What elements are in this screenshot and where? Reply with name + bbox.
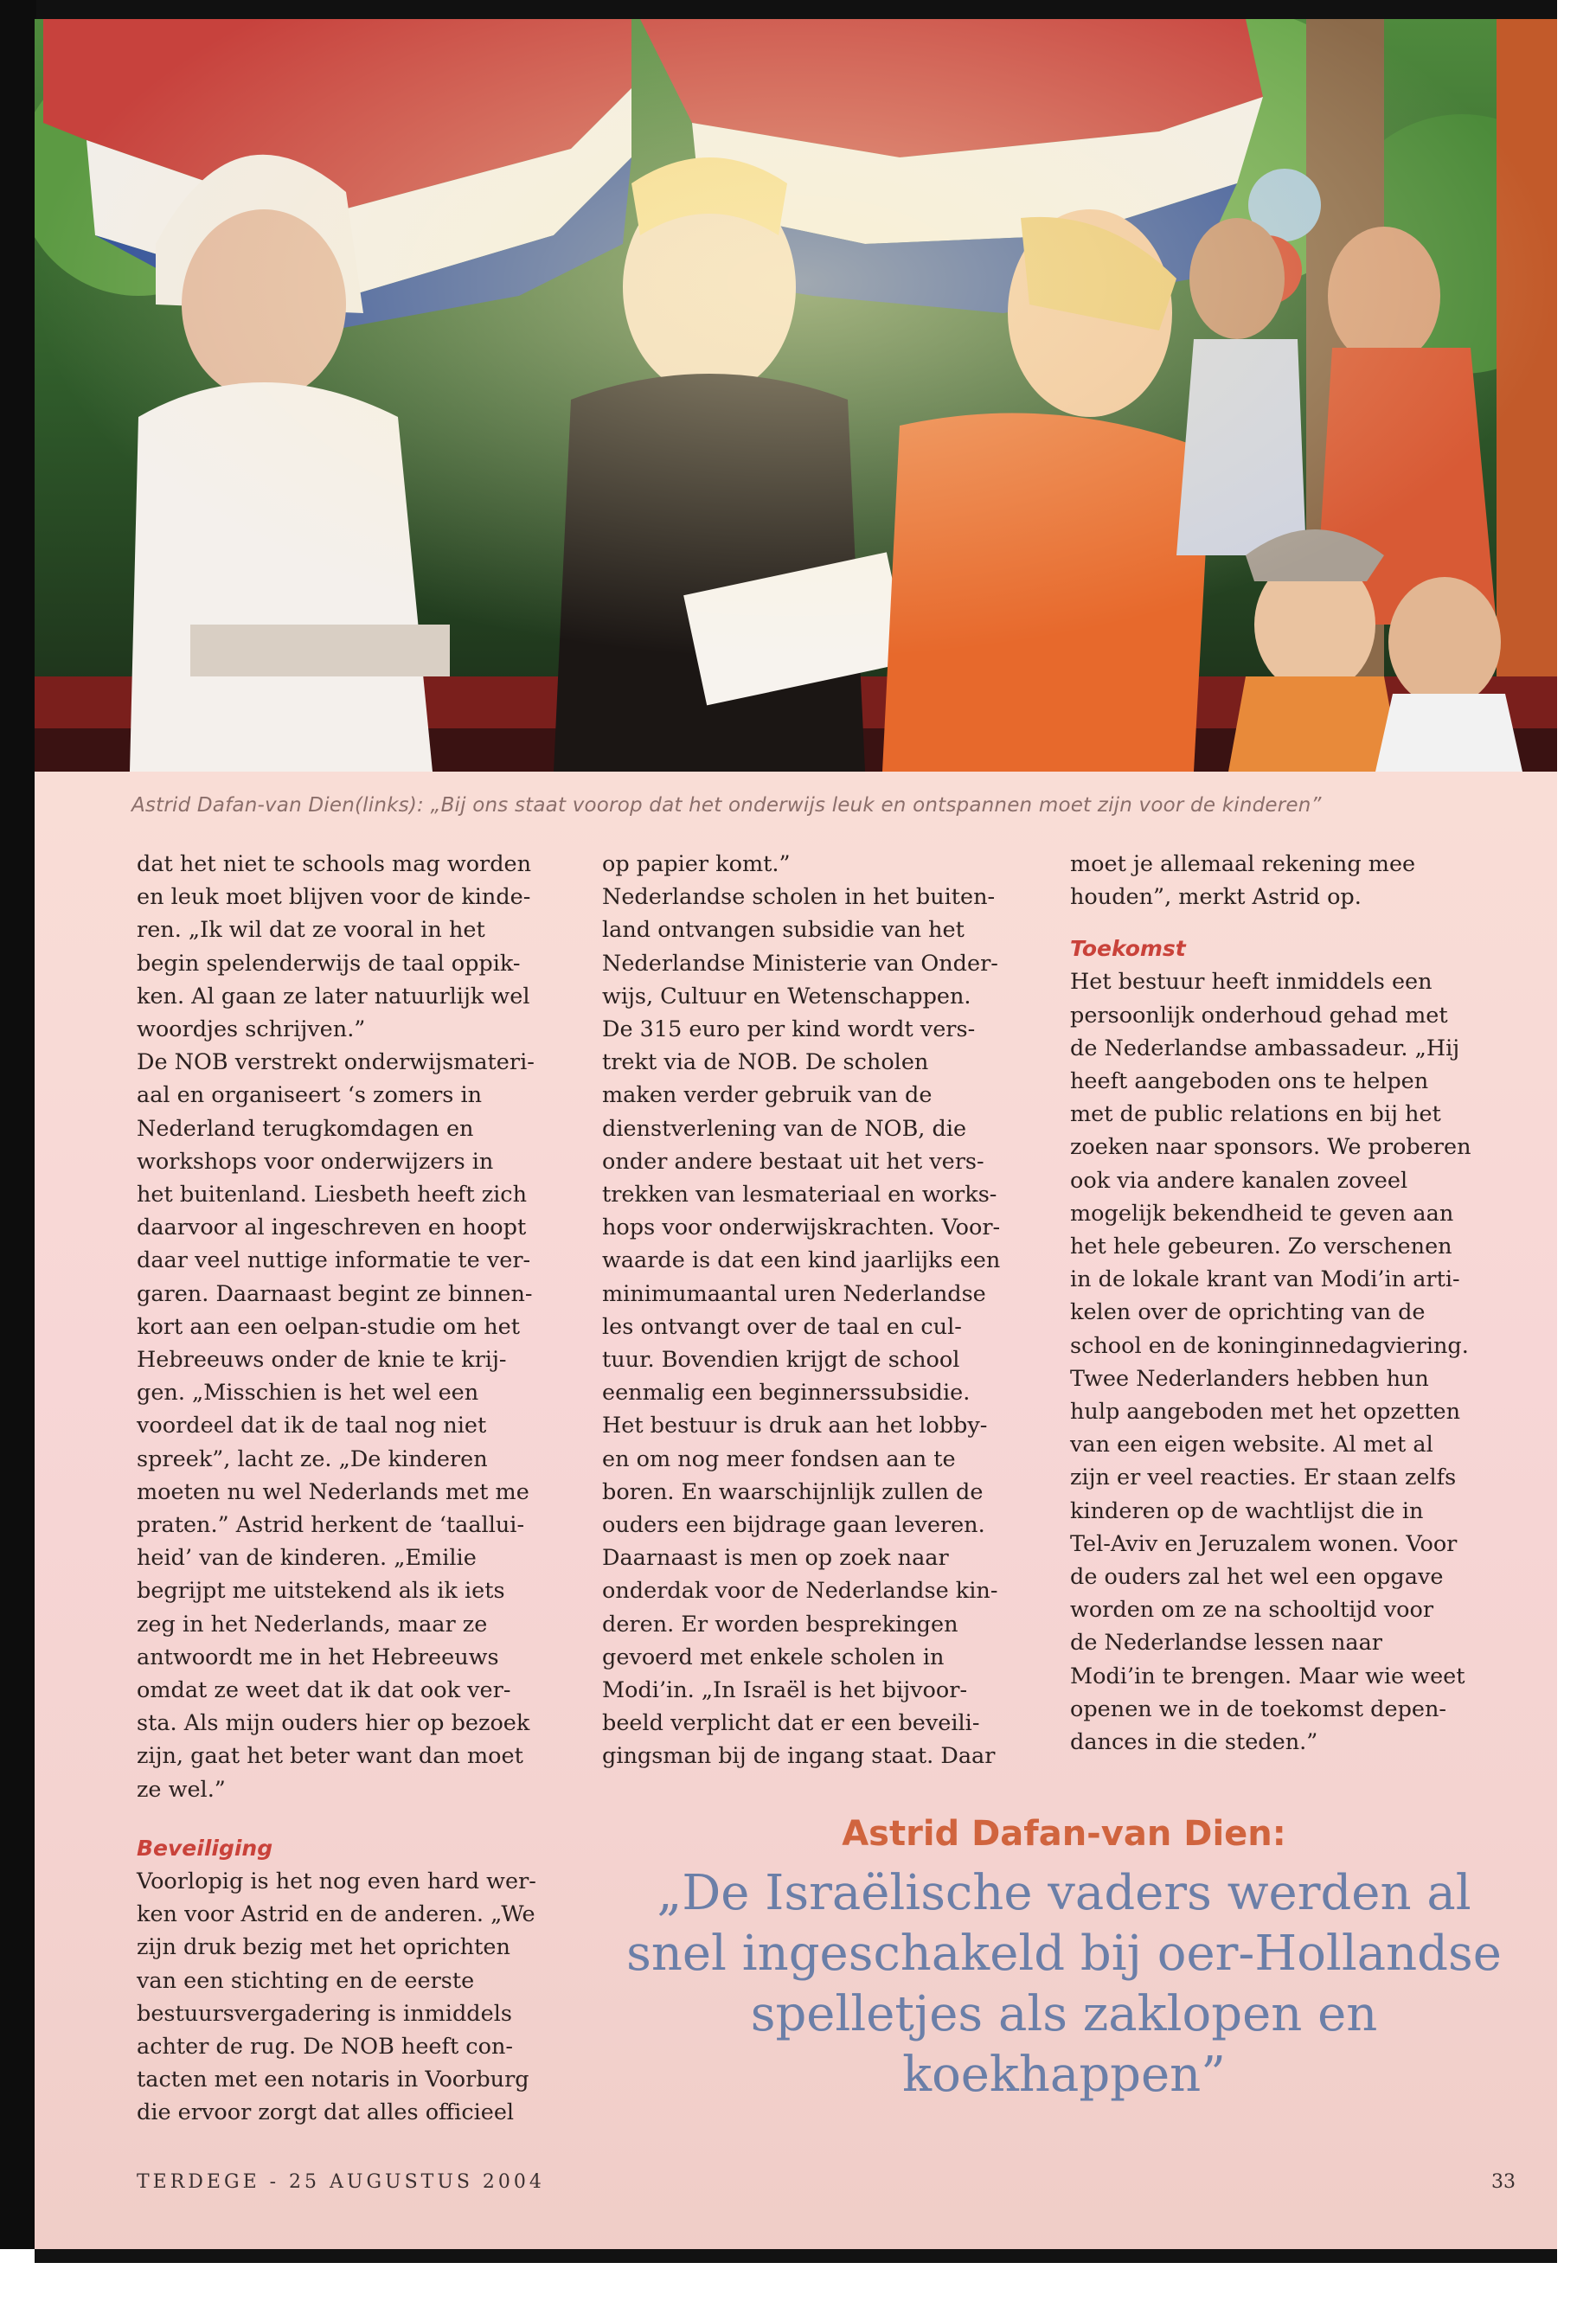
- text-line: onder andere bestaat uit het vers-: [602, 1148, 984, 1175]
- text-line: bestuursvergadering is inmiddels: [137, 2000, 512, 2027]
- text-line: gen. „Misschien is het wel een: [137, 1380, 479, 1407]
- scan-border-bottom-line: [35, 2249, 1557, 2263]
- text-line: woordjes schrijven.”: [137, 1016, 366, 1043]
- article-column-2: [602, 848, 1052, 1773]
- photo-illustration: [35, 19, 1557, 772]
- text-line: maken verder gebruik van de: [602, 1082, 933, 1109]
- text-line: met de public relations en bij het: [1070, 1101, 1441, 1128]
- text-line: aal en organiseert ‘s zomers in: [137, 1082, 483, 1109]
- text-line: ken voor Astrid en de anderen. „We: [137, 1901, 535, 1928]
- pull-quote-line: snel ingeschakeld bij oer-Hollandse: [626, 1926, 1502, 1982]
- text-line: antwoordt me in het Hebreeuws: [137, 1644, 499, 1670]
- text-line: houden”, merkt Astrid op.: [1070, 884, 1362, 911]
- text-line: die ervoor zorgt dat alles officieel: [137, 2099, 515, 2126]
- subhead-beveiliging: Beveiliging: [137, 1835, 273, 1861]
- text-line: en leuk moet blijven voor de kinde-: [137, 884, 531, 911]
- text-line: Hebreeuws onder de knie te krij-: [137, 1347, 507, 1374]
- text-line: Het bestuur heeft inmiddels een: [1070, 969, 1433, 996]
- text-line: van een eigen website. Al met al: [1070, 1432, 1433, 1458]
- photo-caption: Astrid Dafan-van Dien(links): „Bij ons staat voorop dat het onderwijs leuk en ontspannen moet zijn voor de kinderen”: [131, 794, 1322, 817]
- text-line: de ouders zal het wel een opgave: [1070, 1564, 1444, 1591]
- text-line: openen we in de toekomst depen-: [1070, 1695, 1447, 1722]
- page-number: 33: [1491, 2171, 1516, 2193]
- text-line: mogelijk bekendheid te geven aan: [1070, 1200, 1454, 1227]
- text-line: Modi’in. „In Israël is het bijvoor-: [602, 1677, 968, 1704]
- text-line: ren. „Ik wil dat ze vooral in het: [137, 917, 485, 944]
- text-line: les ontvangt over de taal en cul-: [602, 1313, 962, 1340]
- text-line: Nederlandse Ministerie van Onder-: [602, 950, 998, 977]
- text-line: hops voor onderwijskrachten. Voor-: [602, 1215, 1001, 1241]
- text-line: ouders een bijdrage gaan leveren.: [602, 1512, 985, 1539]
- text-line: daar veel nuttige informatie te ver-: [137, 1247, 531, 1274]
- text-line: worden om ze na schooltijd voor: [1070, 1597, 1434, 1624]
- text-line: Tel-Aviv en Jeruzalem wonen. Voor: [1070, 1530, 1458, 1557]
- text-line: garen. Daarnaast begint ze binnen-: [137, 1280, 533, 1307]
- scan-border-top: [0, 0, 1596, 21]
- pull-quote-line: spelletjes als zaklopen en: [750, 1986, 1378, 2042]
- text-line: deren. Er worden besprekingen: [602, 1611, 958, 1638]
- text-line: het hele gebeuren. Zo verschenen: [1070, 1234, 1452, 1260]
- text-line: onderdak voor de Nederlandse kin-: [602, 1578, 998, 1605]
- article-photo: [35, 19, 1557, 772]
- text-line: eenmalig een beginnerssubsidie.: [602, 1380, 971, 1407]
- text-line: Nederland terugkomdagen en: [137, 1115, 474, 1142]
- pull-quote: [588, 1810, 1540, 2106]
- text-line: zijn druk bezig met het oprichten: [137, 1934, 510, 1961]
- magazine-page: [35, 19, 1557, 2268]
- article-column-1: [137, 848, 586, 2130]
- text-line: Modi’in te brengen. Maar wie weet: [1070, 1663, 1465, 1689]
- scan-border-right: [1557, 0, 1596, 2301]
- text-line: minimumaantal uren Nederlandse: [602, 1280, 986, 1307]
- text-line: en om nog meer fondsen aan te: [602, 1445, 956, 1472]
- text-line: workshops voor onderwijzers in: [137, 1148, 494, 1175]
- text-line: van een stichting en de eerste: [137, 1967, 475, 1994]
- text-line: praten.” Astrid herkent de ‘taallui-: [137, 1512, 525, 1539]
- text-line: hulp aangeboden met het opzetten: [1070, 1399, 1460, 1426]
- text-line: in de lokale krant van Modi’in arti-: [1070, 1266, 1460, 1293]
- text-line: land ontvangen subsidie van het: [602, 917, 965, 944]
- text-line: wijs, Cultuur en Wetenschappen.: [602, 983, 971, 1009]
- text-line: zeg in het Nederlands, maar ze: [137, 1611, 488, 1638]
- text-line: de Nederlandse lessen naar: [1070, 1630, 1382, 1657]
- text-line: ook via andere kanalen zoveel: [1070, 1167, 1408, 1194]
- text-line: tuur. Bovendien krijgt de school: [602, 1347, 960, 1374]
- text-line: achter de rug. De NOB heeft con-: [137, 2033, 513, 2060]
- text-line: boren. En waarschijnlijk zullen de: [602, 1478, 984, 1505]
- text-line: ken. Al gaan ze later natuurlijk wel: [137, 983, 530, 1009]
- text-line: op papier komt.”: [602, 851, 791, 877]
- pull-quote-line: „De Israëlische vaders werden al: [657, 1865, 1471, 1921]
- column-1-body: [137, 848, 586, 1806]
- text-line: heeft aangeboden ons te helpen: [1070, 1068, 1429, 1095]
- text-line: begin spelenderwijs de taal oppik-: [137, 950, 521, 977]
- text-line: zijn er veel reacties. Er staan zelfs: [1070, 1465, 1457, 1491]
- text-line: het buitenland. Liesbeth heeft zich: [137, 1182, 527, 1208]
- text-line: begrijpt me uitstekend als ik iets: [137, 1578, 505, 1605]
- scan-border-left: [0, 0, 36, 2301]
- text-line: dat het niet te schools mag worden: [137, 851, 532, 877]
- text-line: kinderen op de wachtlijst die in: [1070, 1497, 1424, 1524]
- text-line: heid’ van de kinderen. „Emilie: [137, 1545, 477, 1572]
- text-line: voordeel dat ik de taal nog niet: [137, 1413, 487, 1439]
- text-line: tacten met een notaris in Voorburg: [137, 2067, 529, 2093]
- text-line: persoonlijk onderhoud gehad met: [1070, 1002, 1448, 1029]
- text-line: kelen over de oprichting van de: [1070, 1299, 1426, 1326]
- pull-quote-line: koekhappen”: [902, 2047, 1226, 2103]
- text-line: waarde is dat een kind jaarlijks een: [602, 1247, 1001, 1274]
- text-line: Nederlandse scholen in het buiten-: [602, 884, 996, 911]
- text-line: de Nederlandse ambassadeur. „Hij: [1070, 1035, 1460, 1061]
- text-line: De 315 euro per kind wordt vers-: [602, 1016, 976, 1043]
- text-line: spreek”, lacht ze. „De kinderen: [137, 1445, 488, 1472]
- text-line: sta. Als mijn ouders hier op bezoek: [137, 1710, 530, 1737]
- text-line: Daarnaast is men op zoek naar: [602, 1545, 949, 1572]
- text-line: Voorlopig is het nog even hard wer-: [137, 1868, 536, 1894]
- text-line: gingsman bij de ingang staat. Daar: [602, 1743, 996, 1770]
- text-line: zoeken naar sponsors. We proberen: [1070, 1134, 1471, 1161]
- pull-quote-attribution: Astrid Dafan-van Dien:: [842, 1814, 1286, 1854]
- text-line: Het bestuur is druk aan het lobby-: [602, 1413, 988, 1439]
- column-1-body-2: [137, 1865, 586, 2130]
- footer-publication: TERDEGE - 25 AUGUSTUS 2004: [137, 2171, 545, 2193]
- text-line: ze wel.”: [137, 1776, 226, 1803]
- article-column-3: [1070, 848, 1520, 1759]
- text-line: dienstverlening van de NOB, die: [602, 1115, 967, 1142]
- text-line: kort aan een oelpan-studie om het: [137, 1313, 520, 1340]
- text-line: trekken van lesmateriaal en works-: [602, 1182, 997, 1208]
- text-line: omdat ze weet dat ik dat ook ver-: [137, 1677, 511, 1704]
- text-line: zijn, gaat het beter want dan moet: [137, 1743, 523, 1770]
- text-line: moet je allemaal rekening mee: [1070, 851, 1416, 877]
- text-line: De NOB verstrekt onderwijsmateri-: [137, 1049, 535, 1076]
- subhead-toekomst: Toekomst: [1070, 936, 1186, 962]
- text-line: dances in die steden.”: [1070, 1729, 1318, 1756]
- text-line: moeten nu wel Nederlands met me: [137, 1478, 529, 1505]
- text-line: school en de koninginnedagviering.: [1070, 1332, 1469, 1359]
- text-line: gevoerd met enkele scholen in: [602, 1644, 945, 1670]
- text-line: Twee Nederlanders hebben hun: [1070, 1365, 1429, 1392]
- text-line: daarvoor al ingeschreven en hoopt: [137, 1215, 527, 1241]
- text-line: trekt via de NOB. De scholen: [602, 1049, 929, 1076]
- text-line: beeld verplicht dat er een beveili-: [602, 1710, 980, 1737]
